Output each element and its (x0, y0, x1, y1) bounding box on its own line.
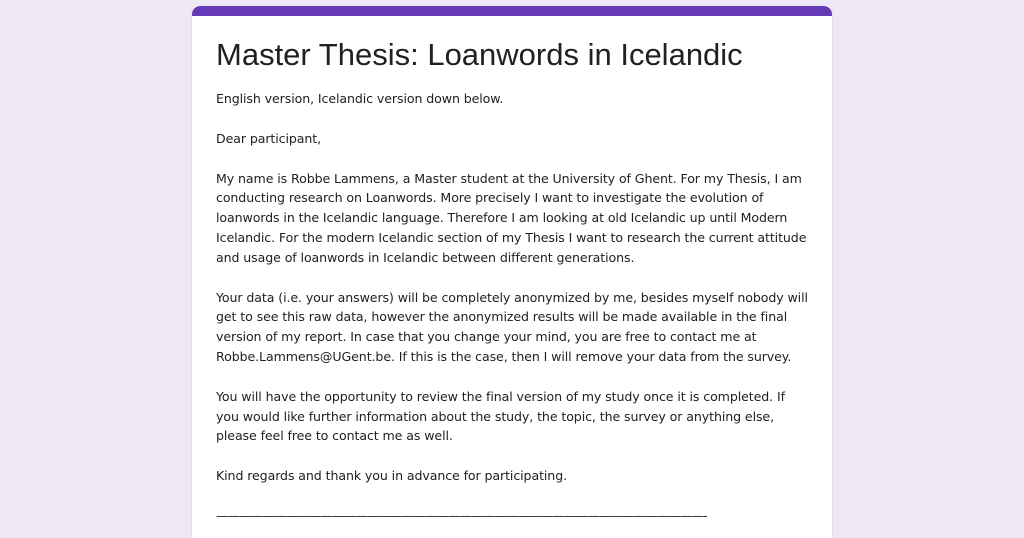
description-paragraph-1: My name is Robbe Lammens, a Master student at the University of Ghent. For my Thesis, I am conducting research on Loanwords. More precisely I want to investigate the evolution of loanwords in the Icelandic language. Therefore I am looking at old Icelandic up until Modern Icelandic. For the modern Icelandic section of my Thesis I want to research the current attitude and usage of loanwords in Icelandic between different generations. (216, 170, 807, 265)
form-header-card (192, 6, 832, 538)
form-title: Master Thesis: Loanwords in Icelandic (216, 37, 743, 72)
description-closing: Kind regards and thank you in advance for participating. (216, 468, 567, 484)
description-paragraph-3: You will have the opportunity to review the final version of my study once it is completed. If you would like further information about the study, the topic, the survey or anything else, please feel free to contact me as well. (216, 388, 785, 444)
description-intro: English version, Icelandic version down below. (216, 91, 504, 106)
form-accent-bar (192, 6, 832, 16)
description-paragraph-2: Your data (i.e. your answers) will be completely anonymized by me, besides myself nobody will get to see this raw data, however the anonymized results will be made available in the final version of my report. In case that you change your mind, you are free to contact me at Robbe.Lammens@UGent.be. If this is the case, then I will remove your data from the survey. (216, 289, 808, 364)
description-divider: ——————————————————————————————————————————- (216, 507, 707, 523)
form-description (216, 89, 808, 525)
description-greeting: Dear participant, (216, 130, 322, 146)
form-header-content (192, 16, 832, 525)
